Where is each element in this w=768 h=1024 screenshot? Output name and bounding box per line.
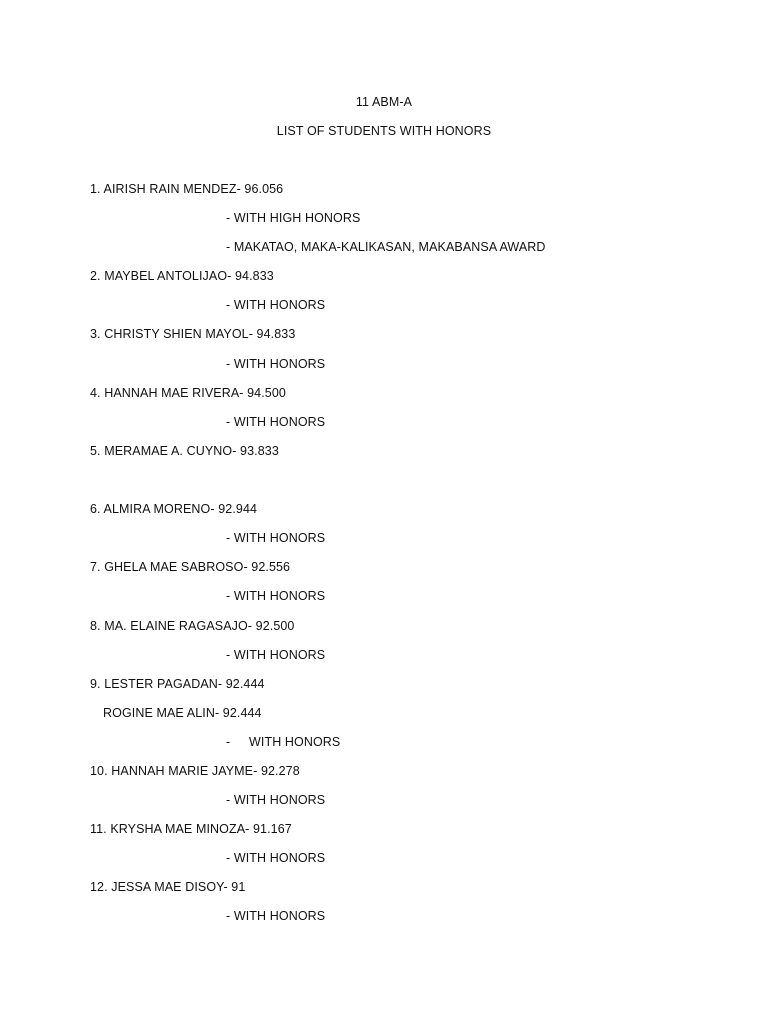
honor-note-6: - WITH HONORS [226,531,326,545]
student-entry-11: 11. KRYSHA MAE MINOZA- 91.167 [90,822,292,836]
student-entry-9: 9. LESTER PAGADAN- 92.444 [90,677,265,691]
honor-note-9-dash: - [226,735,231,749]
student-entry-2: 2. MAYBEL ANTOLIJAO- 94.833 [90,269,274,283]
student-entry-4: 4. HANNAH MAE RIVERA- 94.500 [90,386,286,400]
honor-note-12: - WITH HONORS [226,909,326,923]
student-entry-1: 1. AIRISH RAIN MENDEZ- 96.056 [90,182,284,196]
student-entry-9b: ROGINE MAE ALIN- 92.444 [103,706,262,720]
honor-note-1b: - MAKATAO, MAKA-KALIKASAN, MAKABANSA AWARD [226,240,546,254]
honor-note-3: - WITH HONORS [226,357,326,371]
student-entry-5: 5. MERAMAE A. CUYNO- 93.833 [90,444,279,458]
honor-note-10: - WITH HONORS [226,793,326,807]
student-entry-12: 12. JESSA MAE DISOY- 91 [90,880,246,894]
student-entry-6: 6. ALMIRA MORENO- 92.944 [90,502,258,516]
honor-note-7: - WITH HONORS [226,589,326,603]
student-entry-10: 10. HANNAH MARIE JAYME- 92.278 [90,764,300,778]
honor-note-2: - WITH HONORS [226,298,326,312]
honor-note-4: - WITH HONORS [226,415,326,429]
document-title: LIST OF STUDENTS WITH HONORS [276,124,492,138]
student-entry-7: 7. GHELA MAE SABROSO- 92.556 [90,560,291,574]
student-entry-3: 3. CHRISTY SHIEN MAYOL- 94.833 [90,327,296,341]
honor-note-11: - WITH HONORS [226,851,326,865]
section-heading: 11 ABM-A [355,95,413,109]
student-entry-8: 8. MA. ELAINE RAGASAJO- 92.500 [90,619,295,633]
honor-note-1a: - WITH HIGH HONORS [226,211,361,225]
honor-note-9: WITH HONORS [249,735,341,749]
honor-note-8: - WITH HONORS [226,648,326,662]
